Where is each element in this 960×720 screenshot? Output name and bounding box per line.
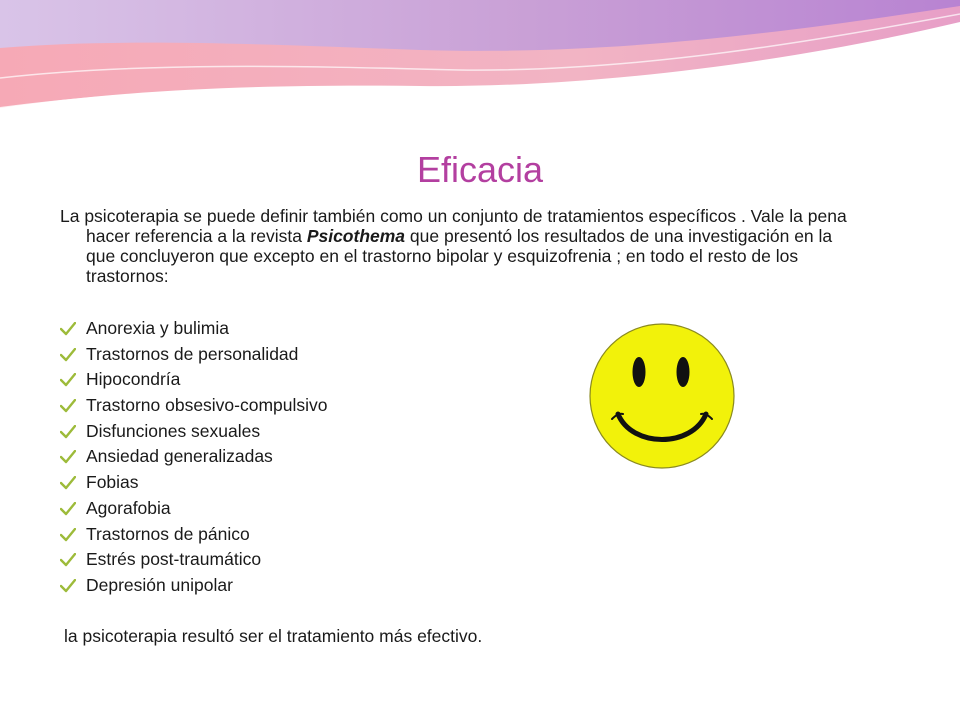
list-item-label: Anorexia y bulimia (86, 318, 229, 338)
list-item-label: Fobias (86, 472, 139, 493)
journal-name: Psicothema (306, 226, 406, 246)
list-item-label: Agorafobia (86, 497, 171, 518)
check-icon (60, 553, 76, 567)
check-icon (60, 348, 76, 362)
list-item-label: Hipocondría (86, 369, 181, 390)
list-item (60, 444, 328, 470)
list-item (60, 573, 328, 599)
list-item-label: Trastorno obsesivo-compulsivo (86, 395, 328, 416)
list-item-label: Depresión unipolar (86, 574, 233, 595)
check-icon (60, 322, 76, 336)
list-item (60, 547, 328, 573)
list-item (60, 522, 328, 548)
intro-text-end: que presentó los resultados de una investigación en la que concluyeron que excepto en el trastorno bipolar y esquizofrenia ; en todo el resto de los trastornos: (86, 226, 833, 286)
list-item-label: Trastornos de pánico (86, 523, 250, 544)
check-icon (60, 579, 76, 593)
list-item-label: Ansiedad generalizadas (86, 446, 273, 467)
list-item (60, 470, 328, 496)
check-icon (60, 373, 76, 387)
disorder-list (60, 316, 328, 599)
list-item (60, 419, 328, 445)
list-item (60, 316, 328, 342)
check-icon (60, 425, 76, 439)
slide-title: Eficacia (416, 149, 544, 190)
check-icon (60, 399, 76, 413)
list-item (60, 367, 328, 393)
conclusion-text: la psicoterapia resultó ser el tratamiento más efectivo. (64, 626, 483, 646)
list-item (60, 393, 328, 419)
check-icon (60, 450, 76, 464)
list-item-label: Trastornos de personalidad (86, 343, 299, 364)
check-icon (60, 502, 76, 516)
list-item-label: Estrés post-traumático (86, 549, 262, 570)
smiley-face-icon (588, 322, 736, 470)
decorative-banner (0, 0, 960, 120)
list-item (60, 342, 328, 368)
check-icon (60, 476, 76, 490)
check-icon (60, 528, 76, 542)
list-item (60, 496, 328, 522)
intro-text-start: La psicoterapia se puede definir también como un conjunto de tratamientos específicos . Vale la pena hacer referencia a la revista (60, 206, 847, 246)
list-item-label: Disfunciones sexuales (86, 420, 261, 441)
intro-paragraph (60, 206, 856, 286)
